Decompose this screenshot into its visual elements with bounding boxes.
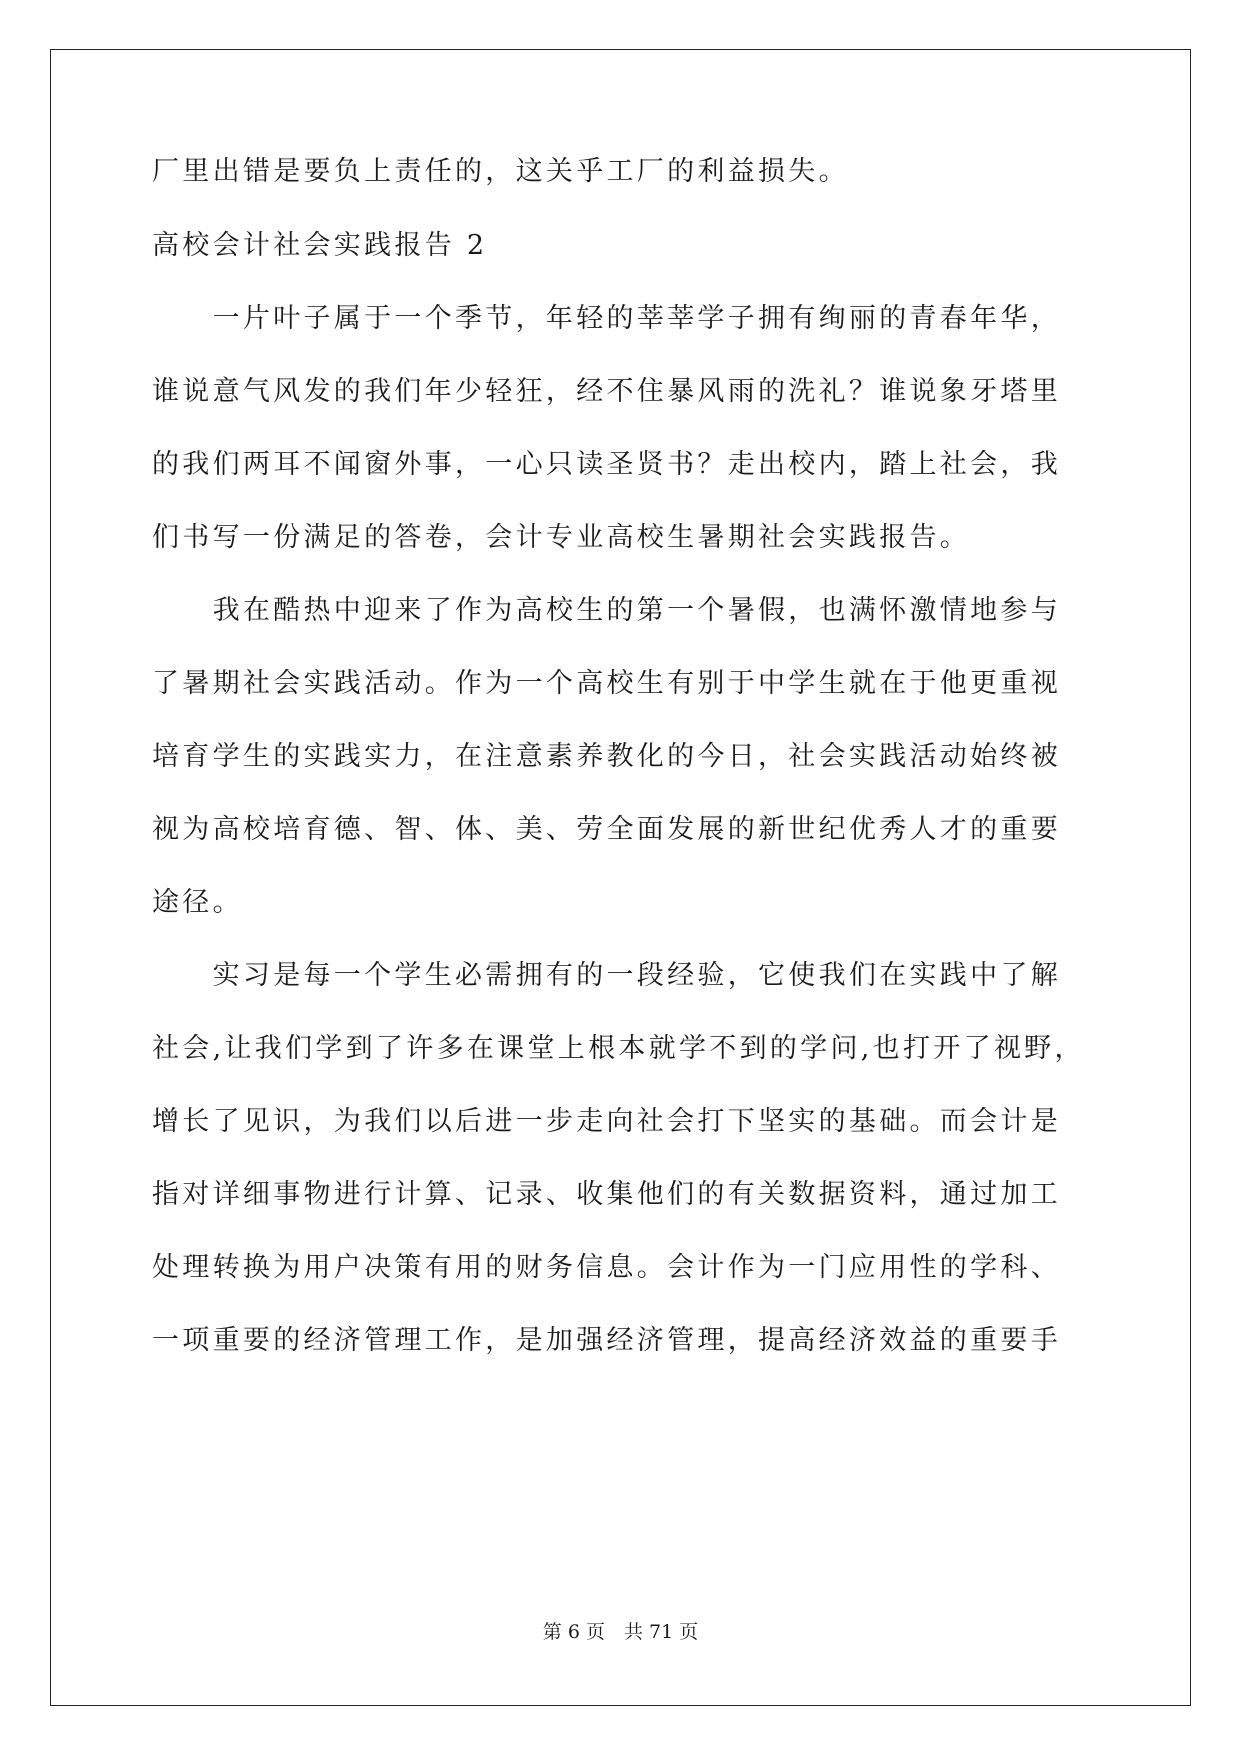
paragraph-line: 途径。 xyxy=(152,887,243,918)
paragraph-line: 视为高校培育德、智、体、美、劳全面发展的新世纪优秀人才的重要 xyxy=(152,814,1061,845)
paragraph-line: 了暑期社会实践活动。作为一个高校生有别于中学生就在于他更重视 xyxy=(152,668,1061,699)
paragraph-line: 我在酷热中迎来了作为高校生的第一个暑假，也满怀激情地参与 xyxy=(152,595,1061,626)
page-number: 第 6 页 共 71 页 xyxy=(542,1621,699,1643)
paragraph-line: 社会,让我们学到了许多在课堂上根本就学不到的学问,也打开了视野， xyxy=(152,1033,1085,1064)
page-border xyxy=(50,49,1191,1706)
paragraph-line: 们书写一份满足的答卷，会计专业高校生暑期社会实践报告。 xyxy=(152,522,971,553)
paragraph-line: 一项重要的经济管理工作，是加强经济管理，提高经济效益的重要手 xyxy=(152,1325,1061,1356)
paragraph-line: 实习是每一个学生必需拥有的一段经验，它使我们在实践中了解 xyxy=(152,960,1061,991)
paragraph-line: 增长了见识，为我们以后进一步走向社会打下坚实的基础。而会计是 xyxy=(152,1106,1061,1137)
paragraph-line: 一片叶子属于一个季节，年轻的莘莘学子拥有绚丽的青春年华， xyxy=(152,303,1061,334)
paragraph-line: 的我们两耳不闻窗外事，一心只读圣贤书？走出校内，踏上社会，我 xyxy=(152,449,1061,480)
paragraph-line: 培育学生的实践实力，在注意素养教化的今日，社会实践活动始终被 xyxy=(152,741,1061,772)
body-line: 厂里出错是要负上责任的，这关乎工厂的利益损失。 xyxy=(152,156,849,187)
paragraph-line: 处理转换为用户决策有用的财务信息。会计作为一门应用性的学科、 xyxy=(152,1252,1061,1283)
paragraph-line: 谁说意气风发的我们年少轻狂，经不住暴风雨的洗礼？谁说象牙塔里 xyxy=(152,376,1061,407)
paragraph-line: 指对详细事物进行计算、记录、收集他们的有关数据资料，通过加工 xyxy=(152,1179,1061,1210)
section-heading: 高校会计社会实践报告 2 xyxy=(152,230,488,261)
